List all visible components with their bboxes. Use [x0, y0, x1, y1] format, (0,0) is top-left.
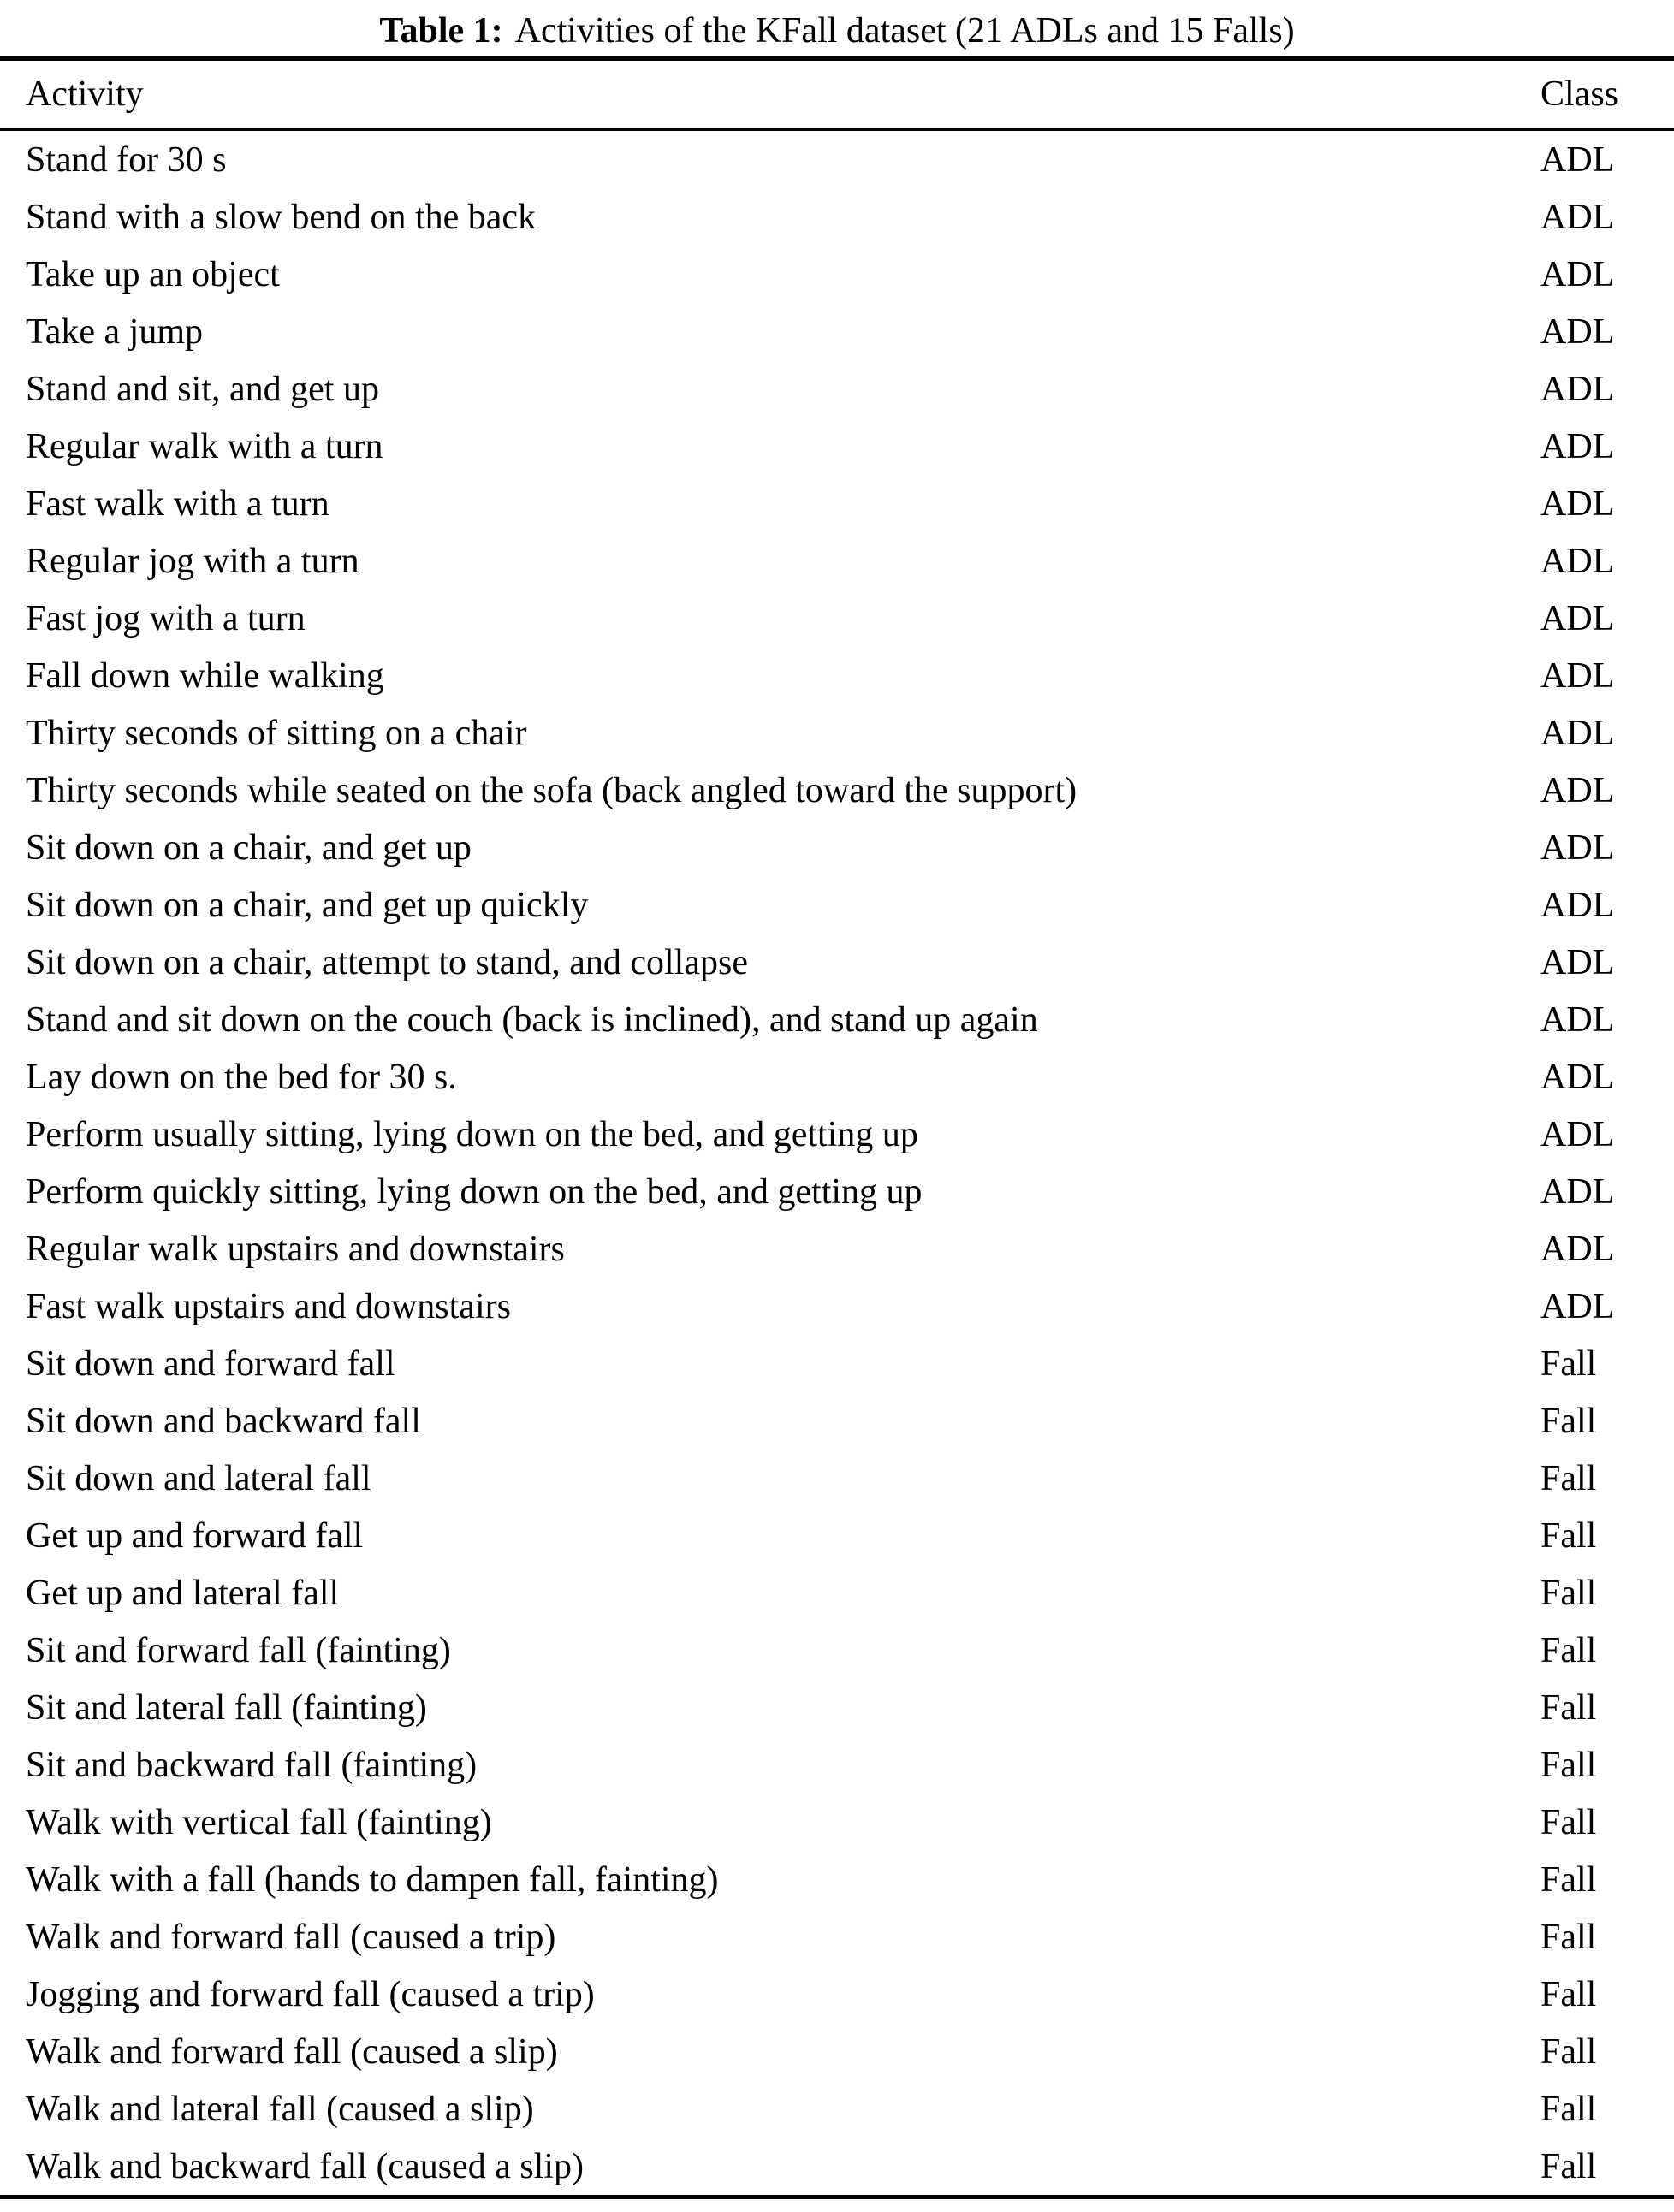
activity-cell: Stand and sit down on the couch (back is inclined), and stand up again [26, 999, 1038, 1040]
class-cell: Fall [1540, 2089, 1597, 2129]
class-cell: ADL [1540, 999, 1615, 1040]
activity-cell: Stand and sit, and get up [26, 369, 379, 409]
activity-cell: Sit down and forward fall [26, 1343, 395, 1384]
activity-cell: Walk and backward fall (caused a slip) [26, 2146, 585, 2186]
activity-cell: Sit and backward fall (fainting) [26, 1745, 478, 1785]
activity-cell: Sit down and backward fall [26, 1401, 421, 1441]
table-row [0, 246, 1674, 303]
class-cell: ADL [1540, 770, 1615, 810]
activity-cell: Get up and lateral fall [26, 1573, 340, 1613]
class-column-header: Class [1540, 59, 1674, 130]
class-cell: ADL [1540, 483, 1615, 524]
class-cell: Fall [1540, 1573, 1597, 1613]
table-body [0, 129, 1674, 2197]
table-row [0, 532, 1674, 590]
table-row [0, 1794, 1674, 1851]
class-cell: Fall [1540, 1745, 1597, 1785]
class-cell: Fall [1540, 1515, 1597, 1556]
class-cell: ADL [1540, 426, 1615, 466]
activity-cell: Walk with a fall (hands to dampen fall, fainting) [26, 1859, 719, 1900]
class-cell: Fall [1540, 1859, 1597, 1900]
class-cell: ADL [1540, 541, 1615, 581]
activity-cell: Take a jump [26, 311, 203, 352]
table-row [0, 1106, 1674, 1163]
class-cell: Fall [1540, 2146, 1597, 2186]
table-row [0, 819, 1674, 876]
activity-cell: Fast jog with a turn [26, 598, 306, 638]
table-row [0, 1507, 1674, 1564]
class-cell: ADL [1540, 827, 1615, 868]
table-row [0, 1966, 1674, 2023]
class-cell: Fall [1540, 1630, 1597, 1670]
table-row [0, 2138, 1674, 2197]
class-cell: Fall [1540, 1974, 1597, 2014]
activity-cell: Stand for 30 s [26, 139, 227, 180]
table-row [0, 762, 1674, 819]
class-cell: ADL [1540, 655, 1615, 696]
class-cell: Fall [1540, 2031, 1597, 2072]
table-row [0, 1851, 1674, 1908]
activity-cell: Sit down on a chair, attempt to stand, and collapse [26, 942, 748, 982]
table-row [0, 1908, 1674, 1966]
activity-column-header: Activity [0, 59, 1540, 130]
table-row [0, 590, 1674, 647]
class-cell: ADL [1540, 254, 1615, 294]
activity-cell: Perform usually sitting, lying down on the bed, and getting up [26, 1114, 918, 1154]
activity-cell: Sit down on a chair, and get up quickly [26, 885, 589, 925]
table-row [0, 704, 1674, 762]
activity-cell: Stand with a slow bend on the back [26, 197, 537, 237]
table-row [0, 1679, 1674, 1736]
activity-cell: Sit down and lateral fall [26, 1458, 371, 1498]
table-row [0, 418, 1674, 475]
table-row [0, 1335, 1674, 1392]
table-row [0, 1163, 1674, 1220]
class-cell: ADL [1540, 1057, 1615, 1097]
table-header [0, 59, 1674, 130]
table-caption-text: Activities of the KFall dataset (21 ADLs and 15 Falls) [514, 11, 1295, 50]
activity-cell: Thirty seconds while seated on the sofa (back angled toward the support) [26, 770, 1077, 810]
activity-cell: Fall down while walking [26, 655, 384, 696]
table-row [0, 188, 1674, 246]
activity-cell: Get up and forward fall [26, 1515, 364, 1556]
activity-cell: Walk and forward fall (caused a slip) [26, 2031, 558, 2072]
class-cell: ADL [1540, 1229, 1615, 1269]
table-row [0, 1736, 1674, 1794]
class-cell: ADL [1540, 311, 1615, 352]
kfall-activities-table [0, 56, 1674, 2199]
table-row [0, 647, 1674, 704]
header-row [0, 59, 1674, 130]
table-row [0, 1278, 1674, 1335]
class-cell: ADL [1540, 1114, 1615, 1154]
activity-cell: Walk with vertical fall (fainting) [26, 1802, 492, 1842]
class-cell: Fall [1540, 1917, 1597, 1957]
class-cell: ADL [1540, 369, 1615, 409]
activity-cell: Walk and lateral fall (caused a slip) [26, 2089, 534, 2129]
class-cell: ADL [1540, 942, 1615, 982]
class-cell: ADL [1540, 885, 1615, 925]
table-row [0, 1392, 1674, 1450]
table-row [0, 360, 1674, 418]
class-cell: ADL [1540, 139, 1615, 180]
activity-cell: Lay down on the bed for 30 s. [26, 1057, 457, 1097]
activity-cell: Fast walk upstairs and downstairs [26, 1286, 511, 1326]
table-row [0, 1564, 1674, 1622]
table-caption-label: Table 1: [379, 11, 503, 50]
class-cell: ADL [1540, 1286, 1615, 1326]
activity-cell: Sit and lateral fall (fainting) [26, 1687, 427, 1728]
table-row [0, 2080, 1674, 2138]
activity-cell: Thirty seconds of sitting on a chair [26, 713, 527, 753]
class-cell: Fall [1540, 1458, 1597, 1498]
class-cell: Fall [1540, 1343, 1597, 1384]
activity-cell: Fast walk with a turn [26, 483, 329, 524]
activity-cell: Regular walk with a turn [26, 426, 383, 466]
activity-cell: Regular jog with a turn [26, 541, 359, 581]
table-row [0, 1220, 1674, 1278]
table-row [0, 303, 1674, 360]
class-cell: ADL [1540, 1171, 1615, 1212]
table-row [0, 2023, 1674, 2080]
activity-cell: Perform quickly sitting, lying down on the bed, and getting up [26, 1171, 923, 1212]
activity-cell: Jogging and forward fall (caused a trip) [26, 1974, 595, 2014]
table-row [0, 1048, 1674, 1106]
table-row [0, 934, 1674, 991]
class-cell: Fall [1540, 1687, 1597, 1728]
class-cell: ADL [1540, 197, 1615, 237]
table-row [0, 129, 1674, 188]
activity-cell: Walk and forward fall (caused a trip) [26, 1917, 556, 1957]
class-cell: Fall [1540, 1401, 1597, 1441]
table-caption [0, 0, 1674, 53]
table-row [0, 1622, 1674, 1679]
table-row [0, 991, 1674, 1048]
activity-cell: Regular walk upstairs and downstairs [26, 1229, 565, 1269]
class-cell: ADL [1540, 598, 1615, 638]
class-cell: Fall [1540, 1802, 1597, 1842]
table-row [0, 876, 1674, 934]
table-row [0, 475, 1674, 532]
activity-cell: Take up an object [26, 254, 280, 294]
activity-cell: Sit and forward fall (fainting) [26, 1630, 451, 1670]
activity-cell: Sit down on a chair, and get up [26, 827, 472, 868]
class-cell: ADL [1540, 713, 1615, 753]
table-row [0, 1450, 1674, 1507]
